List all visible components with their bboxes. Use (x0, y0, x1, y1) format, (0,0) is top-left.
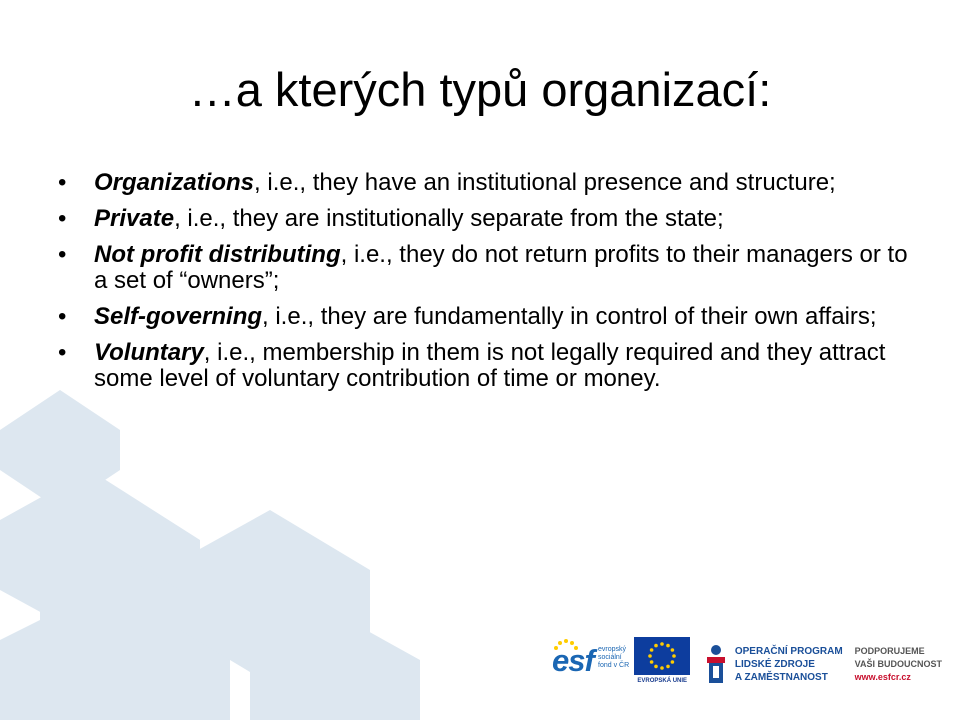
esf-caption-line: sociální (598, 654, 622, 661)
op-text (735, 645, 843, 684)
bullet-marker: • (58, 339, 67, 366)
bullet-item (58, 206, 918, 232)
bullet-text: , i.e., they have an institutional presence and structure; (254, 169, 836, 196)
bullet-term: Not profit distributing (94, 241, 341, 268)
support-url: www.esfcr.cz (854, 671, 911, 682)
footer-logos (552, 634, 942, 694)
bullet-term: Voluntary (94, 339, 204, 366)
bullet-item (58, 170, 918, 196)
eu-logo (634, 637, 691, 691)
support-line: VAŠI BUDOUCNOST (854, 658, 942, 669)
slide-title: …a kterých typů organizací: (188, 63, 772, 116)
op-text-line: LIDSKÉ ZDROJE (734, 658, 815, 670)
bullet-marker: • (58, 169, 67, 196)
bullet-term: Self-governing (94, 303, 263, 330)
bullet-item (58, 340, 918, 392)
bullet-marker: • (58, 205, 67, 232)
esf-mark: esf (552, 643, 594, 678)
eu-flag-icon (634, 637, 690, 675)
op-text-line: OPERAČNÍ PROGRAM (734, 645, 843, 657)
esf-caption-line: fond v ČR (598, 662, 630, 669)
support-text (855, 645, 942, 684)
op-logo (703, 642, 843, 686)
bullet-term: Organizations (94, 169, 255, 196)
esf-caption (598, 646, 636, 670)
bullet-text: , i.e., they are fundamentally in control of their own affairs; (262, 303, 877, 330)
esf-logo (552, 637, 630, 691)
bullet-text: , i.e., membership in them is not legally required and they attract some level of voluntary contribution of time or money. (94, 339, 886, 392)
support-line: PODPORUJEME (854, 645, 925, 656)
bullet-marker: • (58, 241, 67, 268)
bullet-item (58, 242, 918, 294)
bullet-marker: • (58, 303, 67, 330)
bullet-list (58, 170, 918, 402)
bullet-text: , i.e., they do not return profits to their managers or to a set of “owners”; (94, 241, 908, 294)
esf-caption-line: evropský (598, 646, 627, 653)
eu-stars-icon (634, 637, 690, 675)
bullet-item (58, 304, 918, 330)
bullet-text: , i.e., they are institutionally separate from the state; (174, 205, 724, 232)
op-text-line: A ZAMĚSTNANOST (734, 671, 828, 683)
eu-caption: EVROPSKÁ UNIE (637, 678, 688, 684)
op-person-icon (703, 642, 729, 686)
bullet-term: Private (94, 205, 175, 232)
